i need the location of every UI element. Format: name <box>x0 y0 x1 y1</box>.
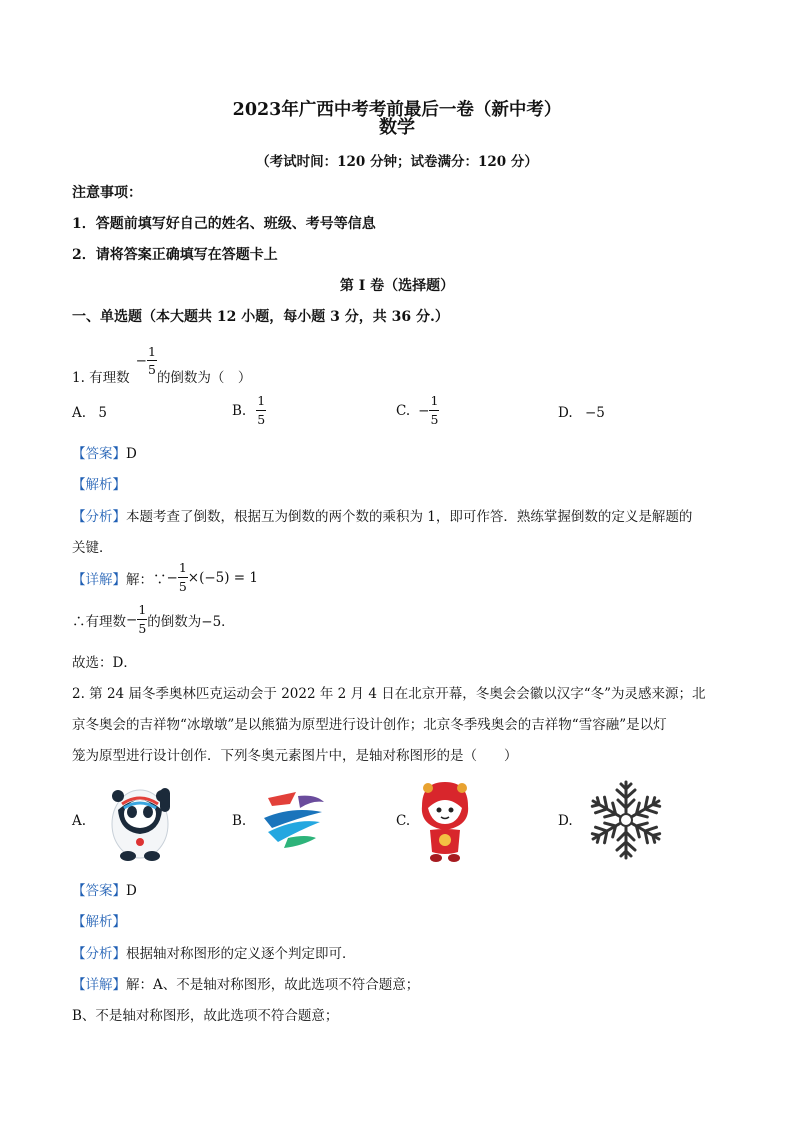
option-value: 5 <box>98 405 107 421</box>
frac-den: 5 <box>138 620 147 636</box>
detail-text: 解：A、不是轴对称图形，故此选项不符合题意； <box>126 977 420 993</box>
detail-tag: 【详解】 <box>72 977 126 993</box>
therefore-post: 的倒数为−5． <box>147 613 235 630</box>
detail-pre: 解：∵ <box>126 571 167 588</box>
q2-option-b-label[interactable]: B. <box>232 813 247 829</box>
q2-stem-line-2: 京冬奥会的吉祥物“冰墩墩”是以熊猫为原型进行设计创作；北京冬季残奥会的吉祥物“雪容融”是以灯 <box>72 717 667 733</box>
option-label: C. <box>396 402 411 419</box>
frac-num: 1 <box>137 604 147 620</box>
therefore-fraction <box>137 604 147 635</box>
notice-item-1: 1．答题前填写好自己的姓名、班级、考号等信息 <box>72 216 376 232</box>
frac-num: 1 <box>256 395 266 411</box>
q1-frac-den: 5 <box>147 362 156 377</box>
therefore-neg: − <box>126 611 138 628</box>
q1-fenxi-line-1 <box>72 505 692 525</box>
q2-stem-line-3: 笼为原型进行设计创作．下列冬奥元素图片中，是轴对称图形的是（ ） <box>72 748 518 764</box>
q2-answer <box>72 879 137 899</box>
option-label: B. <box>232 402 247 419</box>
option-fraction <box>256 395 266 426</box>
option-label: D. <box>558 405 573 421</box>
q1-analysis-tag: 【解析】 <box>72 477 126 493</box>
answer-tag: 【答案】 <box>72 446 126 462</box>
q1-choose: 故选：D． <box>72 655 137 671</box>
q1-option-a[interactable] <box>72 405 107 421</box>
shuey-rhon-rhon-image[interactable] <box>414 778 476 864</box>
fenxi-tag: 【分析】 <box>72 946 126 962</box>
option-value: −5 <box>584 405 605 421</box>
q1-neg-sign: − <box>135 353 147 369</box>
frac-den: 5 <box>178 578 187 594</box>
snowflake-image[interactable] <box>580 778 672 862</box>
option-neg: − <box>418 402 430 419</box>
q1-lead: 1. 有理数 <box>72 370 130 386</box>
q1-detail <box>72 562 258 593</box>
subject-title: 数学 <box>379 117 415 138</box>
detail-tag: 【详解】 <box>72 571 126 588</box>
option-fraction <box>429 395 439 426</box>
fenxi-text: 本题考查了倒数，根据互为倒数的两个数的乘积为 1，即可作答．熟练掌握倒数的定义是解题的 <box>126 509 693 525</box>
q1-option-d[interactable] <box>558 405 605 421</box>
answer-value: D <box>126 446 137 462</box>
q2-stem-line-1: 2. 第 24 届冬季奥林匹克运动会于 2022 年 2 月 4 日在北京开幕，冬奥会会徽以汉字“冬”为灵感来源；北 <box>72 686 706 702</box>
answer-value: D <box>126 883 137 899</box>
fenxi-text: 根据轴对称图形的定义逐个判定即可． <box>126 946 356 962</box>
option-label: A. <box>72 405 87 421</box>
q2-option-a-label[interactable]: A. <box>72 813 87 829</box>
q1-frac-num: 1 <box>147 346 157 362</box>
q2-fenxi <box>72 942 356 962</box>
q1-fenxi-line-2: 关键． <box>72 540 113 556</box>
frac-num: 1 <box>429 395 439 411</box>
q1-tail: 的倒数为（ ） <box>156 370 252 386</box>
q2-option-d-label[interactable]: D. <box>558 813 573 829</box>
q2-detail-b: B、不是轴对称图形，故此选项不符合题意； <box>72 1008 339 1024</box>
exam-duration-note: （考试时间：120 分钟；试卷满分：120 分） <box>256 154 538 170</box>
notice-item-2: 2．请将答案正确填写在答题卡上 <box>72 247 278 263</box>
volume-heading: 第 I 卷（选择题） <box>339 278 455 294</box>
question-1-stem <box>72 341 251 389</box>
frac-den: 5 <box>257 411 266 427</box>
q1-therefore <box>72 604 235 635</box>
fenxi-tag: 【分析】 <box>72 509 126 525</box>
notice-heading: 注意事项： <box>72 185 142 201</box>
q2-detail-a <box>72 973 419 993</box>
winter-olympics-emblem-image[interactable] <box>258 788 330 854</box>
exam-title: 2023年广西中考考前最后一卷（新中考） <box>232 100 562 120</box>
detail-post: ×(−5) = 1 <box>187 569 258 586</box>
bing-dwen-dwen-image[interactable] <box>100 780 180 862</box>
q2-analysis-tag: 【解析】 <box>72 914 126 930</box>
frac-num: 1 <box>178 562 188 578</box>
q1-option-c[interactable] <box>396 395 439 426</box>
frac-den: 5 <box>430 411 439 427</box>
answer-tag: 【答案】 <box>72 883 126 899</box>
q1-answer <box>72 442 137 462</box>
therefore-pre: ∴有理数 <box>72 613 126 630</box>
part-heading: 一、单选题（本大题共 12 小题，每小题 3 分，共 36 分.） <box>72 309 449 325</box>
detail-fraction <box>178 562 188 593</box>
q2-option-c-label[interactable]: C. <box>396 813 411 829</box>
q1-option-b[interactable] <box>232 395 266 426</box>
detail-neg: − <box>166 569 178 586</box>
q1-fraction <box>147 343 157 377</box>
